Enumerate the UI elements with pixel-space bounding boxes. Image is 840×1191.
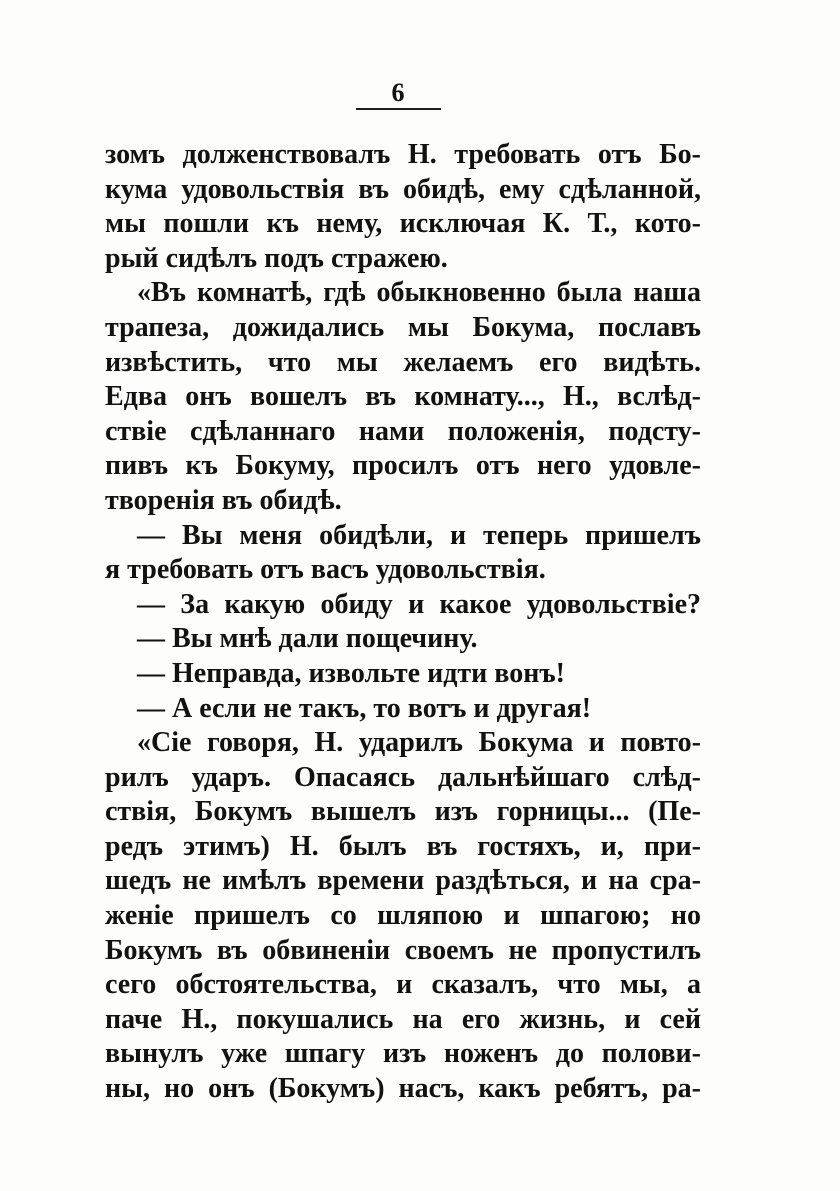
dialogue-paragraph: [105, 588, 701, 623]
paragraph: [105, 276, 701, 518]
text-line: вынулъ уже шпагу изъ ноженъ до полови-: [105, 1038, 701, 1070]
dialogue-paragraph: [105, 622, 701, 657]
text-line: «Въ комнатѣ, гдѣ обыкновенно была наша: [137, 277, 701, 309]
text-line: Едва онъ вошелъ въ комнату..., Н., вслѣд-: [105, 381, 701, 413]
text-line: я требовать отъ васъ удовольствія.: [105, 554, 546, 586]
text-line: «Сіе говоря, Н. ударилъ Бокума и повто-: [137, 727, 701, 759]
text-line: — Неправда, извольте идти вонъ!: [137, 657, 565, 689]
paragraph: [105, 138, 701, 276]
text-line: Бокумъ въ обвиненіи своемъ не пропустилъ: [105, 934, 701, 966]
dialogue-paragraph: [105, 692, 701, 727]
dialogue-paragraph: [105, 657, 701, 692]
text-line: — А если не такъ, то вотъ и другая!: [137, 692, 592, 724]
text-line: шедъ не имѣлъ времени раздѣться, и на сра-: [105, 865, 701, 897]
text-line: — Вы мнѣ дали пощечину.: [137, 623, 478, 655]
text-line: ствіе сдѣланнаго нами положенія, подсту-: [105, 415, 701, 447]
dialogue-paragraph: [105, 519, 701, 588]
text-block: [105, 138, 701, 1107]
text-line: трапеза, дожидались мы Бокума, пославъ: [105, 311, 701, 343]
text-line: женіе пришелъ со шляпою и шпагою; но: [105, 900, 701, 932]
text-line: ствія, Бокумъ вышелъ изъ горницы... (Пе-: [105, 796, 701, 828]
paragraph: [105, 726, 701, 1107]
page-number-rule: [356, 108, 441, 110]
text-line: сего обстоятельства, и сказалъ, что мы, а: [105, 969, 701, 1001]
text-line: — За какую обиду и какое удовольствіе?: [137, 588, 701, 620]
text-line: творенія въ обидѣ.: [105, 484, 342, 516]
text-line: кума удовольствія въ обидѣ, ему сдѣланной,: [105, 173, 701, 205]
text-line: паче Н., покушались на его жизнь, и сей: [105, 1003, 701, 1035]
page-number: 6: [391, 78, 405, 107]
text-line: ны, но онъ (Бокумъ) насъ, какъ ребятъ, ра-: [105, 1073, 701, 1105]
text-line: редъ этимъ) Н. былъ въ гостяхъ, и, при-: [105, 830, 701, 862]
text-line: рилъ ударъ. Опасаясь дальнѣйшаго слѣд-: [105, 761, 701, 793]
text-line: мы пошли къ нему, исключая К. Т., кото-: [105, 208, 701, 240]
text-line: — Вы меня обидѣли, и теперь пришелъ: [137, 519, 701, 551]
text-line: рый сидѣлъ подъ стражею.: [105, 242, 448, 274]
text-line: извѣстить, что мы желаемъ его видѣть.: [105, 346, 701, 378]
text-line: зомъ долженствовалъ Н. требовать отъ Бо-: [105, 139, 701, 170]
text-line: пивъ къ Бокуму, просилъ отъ него удовле-: [105, 450, 701, 482]
